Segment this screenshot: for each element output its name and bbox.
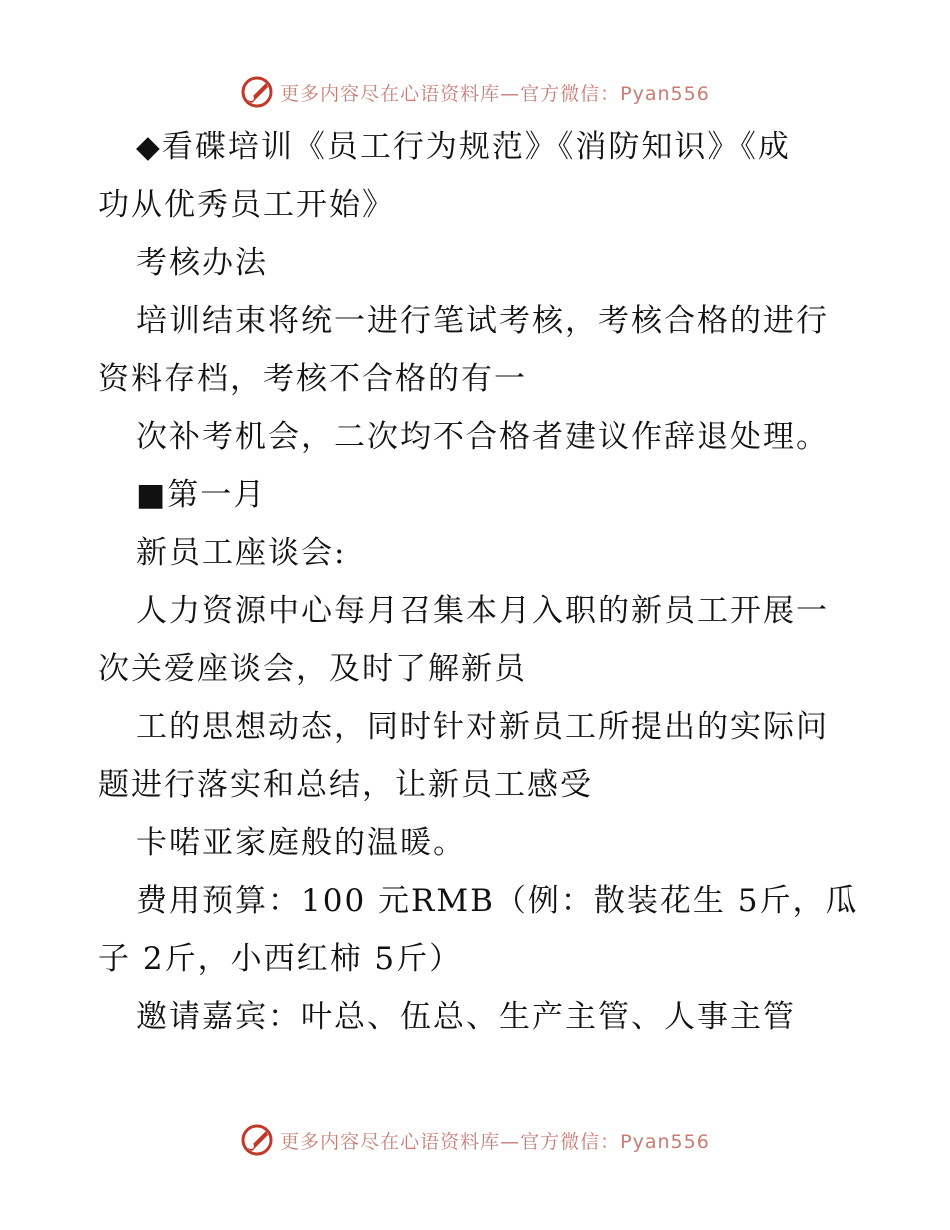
- watermark-text: 更多内容尽在心语资料库—官方微信：Pyan556: [280, 82, 710, 105]
- paragraph-line: 次关爱座谈会，及时了解新员: [98, 651, 527, 687]
- watermark-text: 更多内容尽在心语资料库—官方微信：Pyan556: [280, 1130, 710, 1153]
- paragraph-line: 次补考机会，二次均不合格者建议作辞退处理。: [136, 419, 829, 455]
- paragraph-line: 资料存档，考核不合格的有一: [98, 361, 527, 397]
- paragraph-line: ◆看碟培训《员工行为规范》《消防知识》《成: [136, 129, 791, 165]
- section-heading: 新员工座谈会:: [136, 535, 347, 571]
- section-heading: 考核办法: [136, 245, 268, 281]
- paragraph-line: 题进行落实和总结，让新员工感受: [98, 767, 593, 803]
- document-body: [98, 118, 858, 1046]
- paragraph-line: 功从优秀员工开始》: [98, 187, 395, 223]
- paragraph-line: 子 2斤，小西红柿 5斤）: [98, 941, 463, 977]
- paragraph-line: 邀请嘉宾：叶总、伍总、生产主管、人事主管: [136, 999, 796, 1035]
- quill-seal-icon: [240, 1123, 274, 1157]
- watermark-header: [0, 72, 950, 112]
- paragraph-line: 人力资源中心每月召集本月入职的新员工开展一: [136, 593, 829, 629]
- paragraph-line: 费用预算：100 元RMB（例：散装花生 5斤，瓜: [136, 883, 859, 919]
- quill-seal-icon: [240, 75, 274, 109]
- paragraph-line: 培训结束将统一进行笔试考核，考核合格的进行: [136, 303, 829, 339]
- section-heading: ■第一月: [136, 477, 267, 513]
- watermark-footer: [0, 1120, 950, 1160]
- paragraph-line: 工的思想动态，同时针对新员工所提出的实际问: [136, 709, 829, 745]
- paragraph-line: 卡喏亚家庭般的温暖。: [136, 825, 466, 861]
